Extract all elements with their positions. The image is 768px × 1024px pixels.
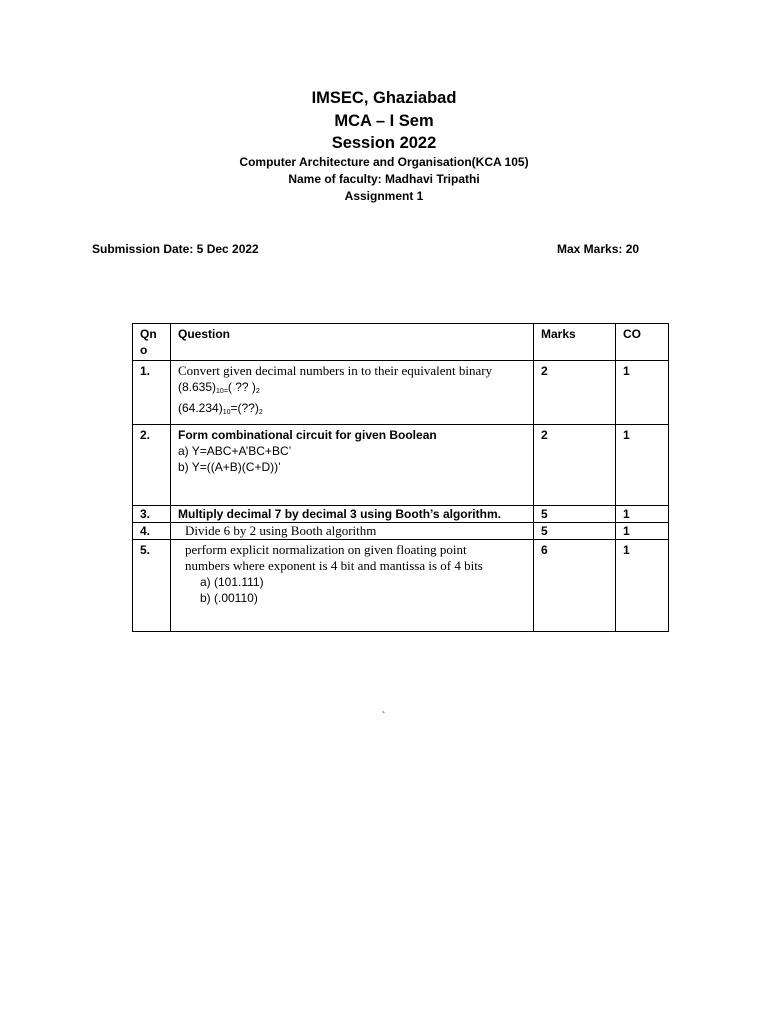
assignment-title: Assignment 1 xyxy=(344,189,424,203)
row-co: 1 xyxy=(616,523,669,540)
questions-table xyxy=(132,323,669,632)
table-row xyxy=(133,361,669,425)
row-qno: 4. xyxy=(133,523,171,540)
submission-date: Submission Date: 5 Dec 2022 xyxy=(92,242,259,256)
session-title: Session 2022 xyxy=(331,134,437,152)
question-line-3: b) Y=((A+B)(C+D))’ xyxy=(178,460,281,474)
header-qno xyxy=(133,324,171,361)
row-question xyxy=(171,540,534,632)
question-text: Form combinational circuit for given Boolean xyxy=(178,428,437,442)
header-qno-line2: o xyxy=(140,343,148,357)
option-b: b) (.00110) xyxy=(200,591,258,605)
row-question xyxy=(171,425,534,506)
row-qno: 2. xyxy=(133,425,171,506)
header-co: CO xyxy=(616,324,669,361)
question-line-2: $(8.635)_{10=}$( ?? )$_2$ xyxy=(178,380,260,395)
row-marks: 2 xyxy=(534,361,616,425)
row-question xyxy=(171,523,534,540)
row-qno: 1. xyxy=(133,361,171,425)
question-line-2: numbers where exponent is 4 bit and mantissa is of 4 bits xyxy=(185,558,483,573)
table-row xyxy=(133,540,669,632)
table-row xyxy=(133,506,669,523)
row-marks: 2 xyxy=(534,425,616,506)
question-line-3: $(64.234)_{10}=(??)_2$ xyxy=(178,401,263,416)
row-marks: 5 xyxy=(534,523,616,540)
institute-title: IMSEC, Ghaziabad xyxy=(311,89,457,107)
row-marks: 5 xyxy=(534,506,616,523)
header-qno-line1: Qn xyxy=(140,327,157,341)
option-a: a) (101.111) xyxy=(200,575,264,589)
question-line-2: a) Y=ABC+A’BC+BC’ xyxy=(178,444,292,458)
row-question xyxy=(171,361,534,425)
table-header-row xyxy=(133,324,669,361)
row-marks: 6 xyxy=(534,540,616,632)
faculty-name: Name of faculty: Madhavi Tripathi xyxy=(288,172,480,186)
row-co: 1 xyxy=(616,506,669,523)
question-text: Divide 6 by 2 using Booth algorithm xyxy=(185,523,377,538)
row-qno: 5. xyxy=(133,540,171,632)
header-question: Question xyxy=(171,324,534,361)
header-marks: Marks xyxy=(534,324,616,361)
row-co: 1 xyxy=(616,361,669,425)
question-text: perform explicit normalization on given floating point xyxy=(185,542,467,557)
row-co: 1 xyxy=(616,425,669,506)
row-qno: 3. xyxy=(133,506,171,523)
program-title: MCA – I Sem xyxy=(334,112,434,130)
max-marks: Max Marks: 20 xyxy=(557,242,640,256)
course-title: Computer Architecture and Organisation(KCA 105) xyxy=(239,155,529,169)
table-row xyxy=(133,425,669,506)
table-row xyxy=(133,523,669,540)
row-question: Multiply decimal 7 by decimal 3 using Booth’s algorithm. xyxy=(171,506,534,523)
stray-mark: ` xyxy=(382,711,386,722)
question-text: Convert given decimal numbers in to their equivalent binary xyxy=(178,363,493,378)
row-co: 1 xyxy=(616,540,669,632)
